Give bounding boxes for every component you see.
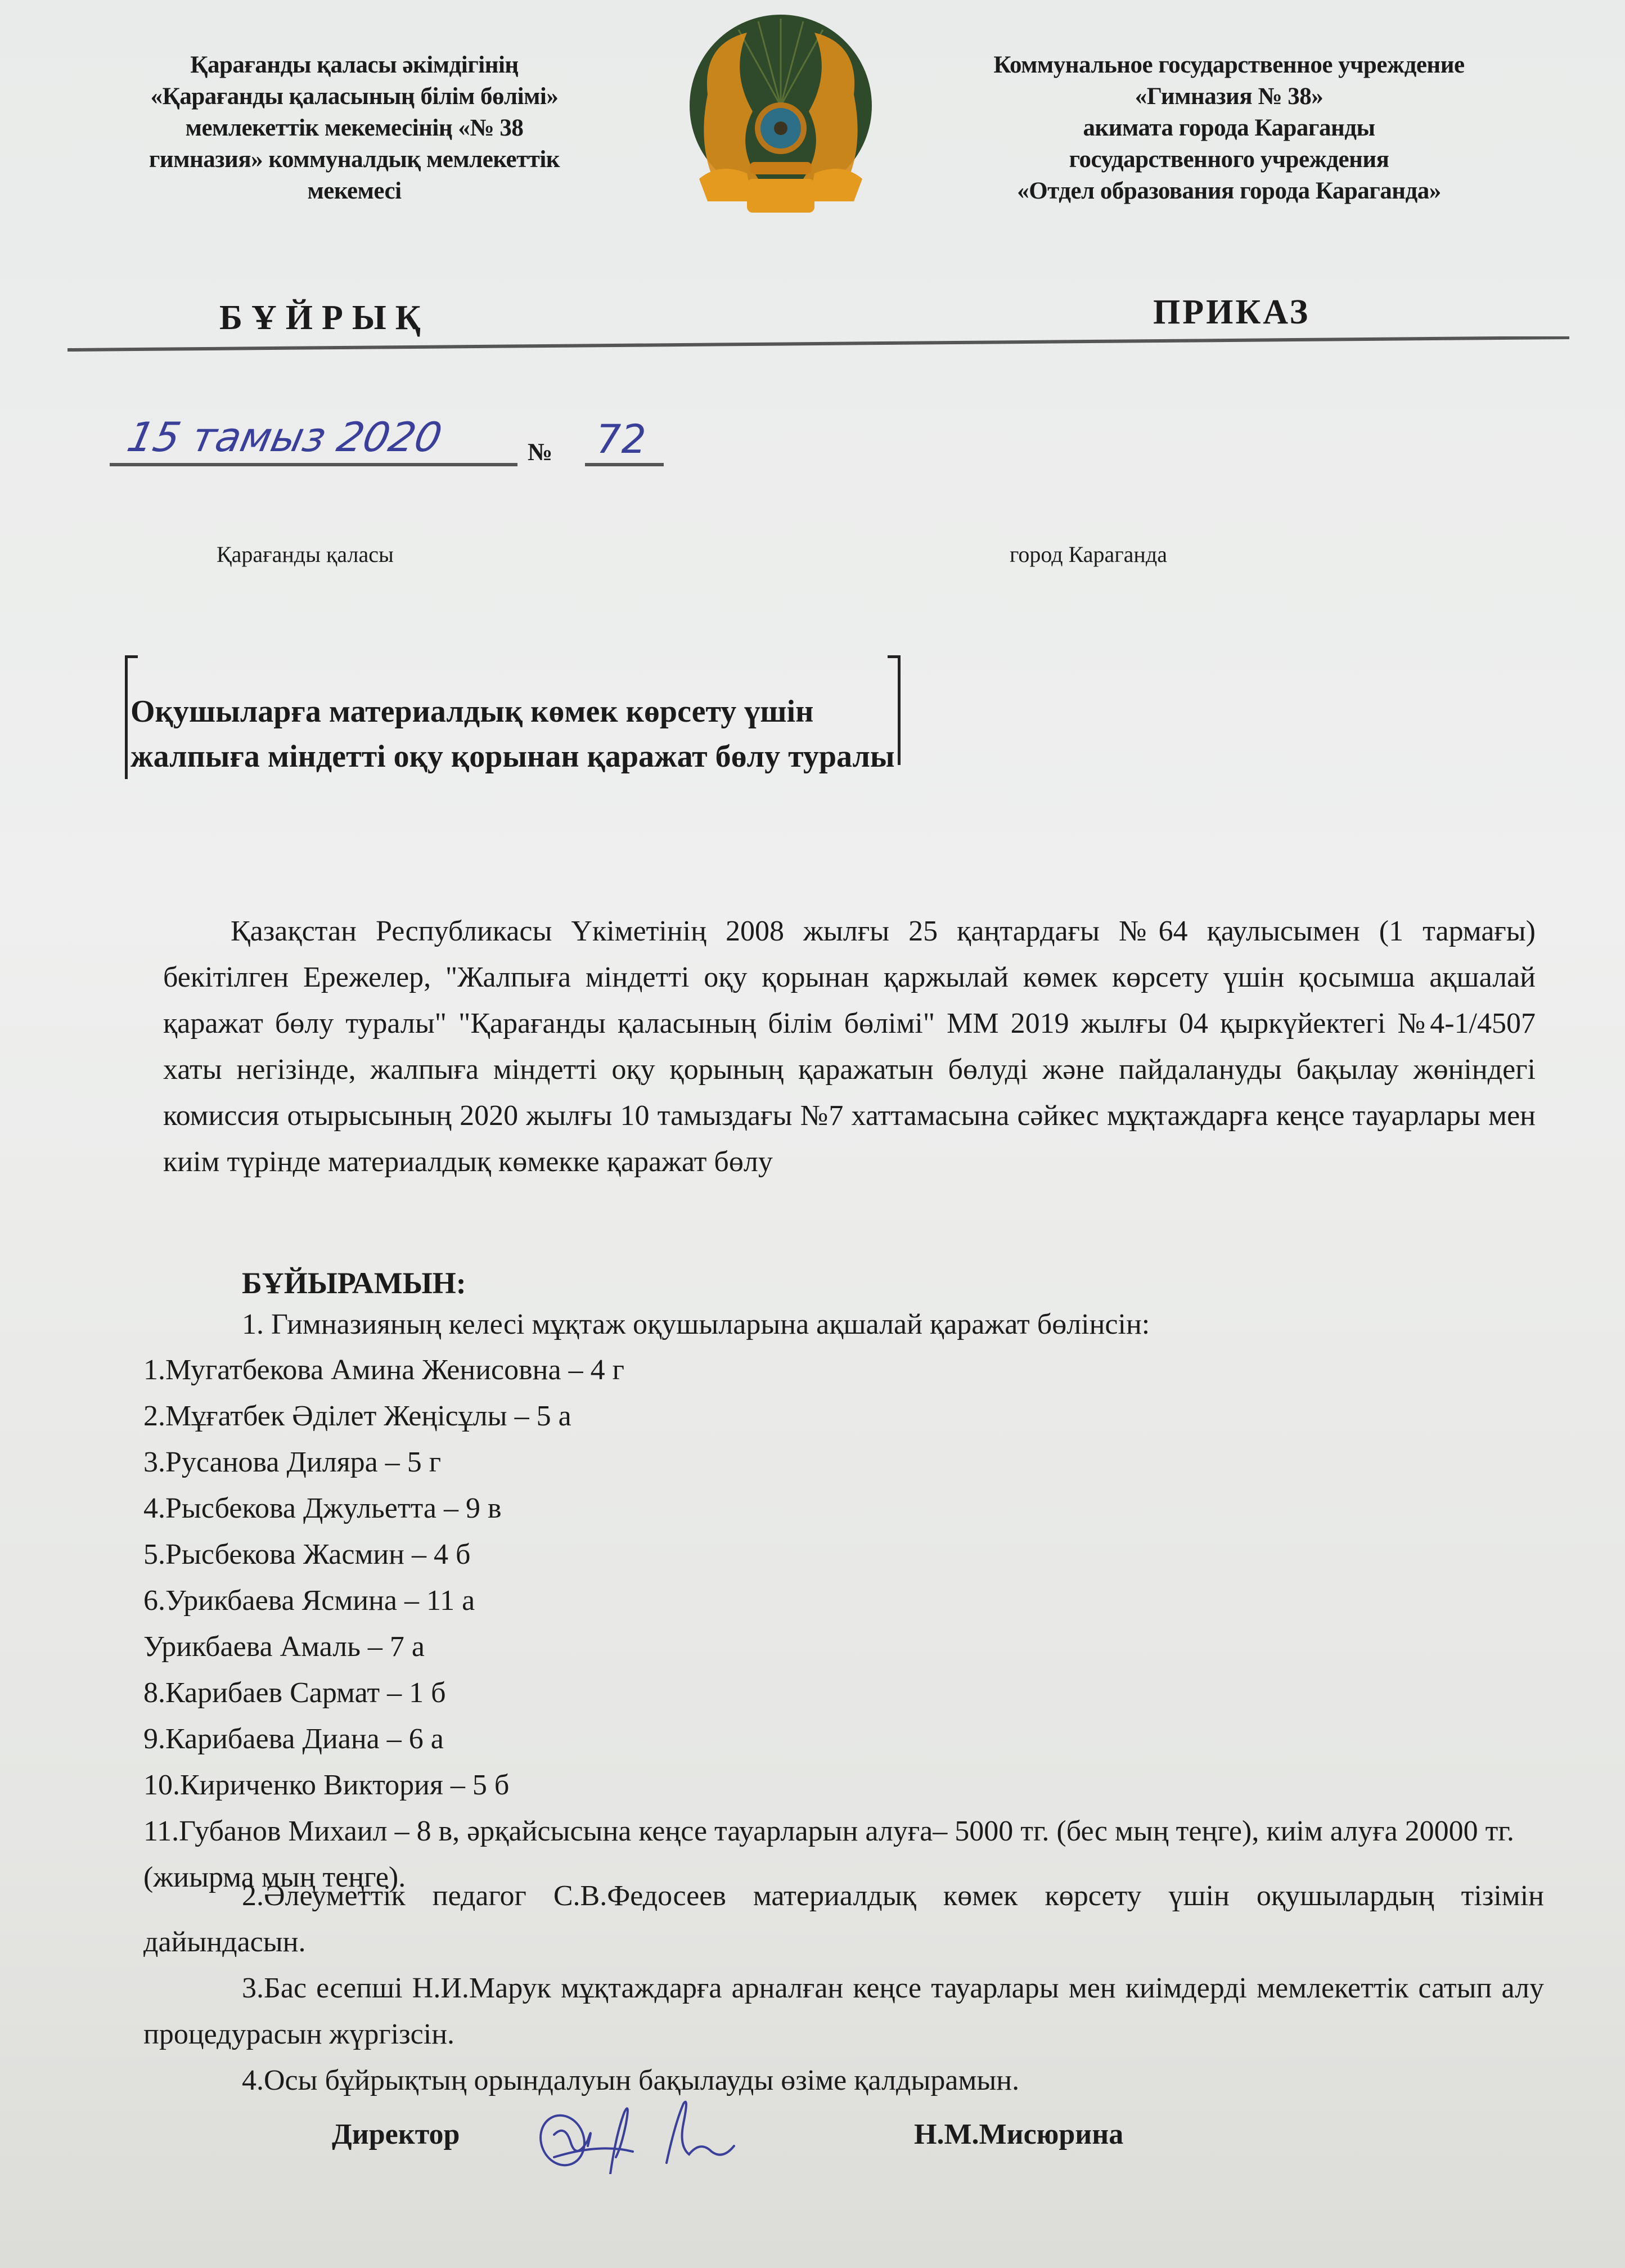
- header-kz-line: гимназия» коммуналдық мемлекеттік: [148, 146, 560, 173]
- list-item: 6.Урикбаева Ясмина – 11 а: [143, 1585, 475, 1617]
- list-item: 4.Рысбекова Джульетта – 9 в: [143, 1492, 502, 1524]
- number-underline: [585, 463, 664, 466]
- order-items: [143, 1873, 1544, 2104]
- header-ru-line: «Отдел образования города Караганда»: [1017, 178, 1441, 204]
- list-item: 10.Кириченко Виктория – 5 б: [143, 1769, 510, 1801]
- order-item-2: 2.Әлеуметтік педагог С.В.Федосеев материалдық көмек көрсету үшін оқушылардың тізімін дайындасын.: [143, 1880, 1544, 1958]
- order-item-3: 3.Бас есепші Н.И.Марук мұқтаждарға арналған кеңсе тауарлары мен киімдерді мемлекеттік сатып алу процедурасын жүргізсін.: [143, 1972, 1544, 2050]
- header-ru: [906, 50, 1552, 207]
- header-kz-line: мекемесі: [307, 178, 402, 204]
- place-kz: Қарағанды қаласы: [217, 542, 394, 567]
- list-item: 5.Рысбекова Жасмин – 4 б: [143, 1538, 471, 1570]
- kazakhstan-state-emblem-icon: [685, 10, 876, 224]
- header-kz-line: Қарағанды қаласы әкімдігінің: [190, 52, 519, 78]
- list-item: Урикбаева Амаль – 7 а: [143, 1631, 425, 1663]
- order-date: 15 тамыз 2020: [123, 413, 447, 461]
- header-kz-line: «Қарағанды қаласының білім бөлімі»: [150, 83, 559, 110]
- director-name: Н.М.Мисюрина: [914, 2118, 1124, 2150]
- list-item: 1.Мугатбекова Амина Женисовна – 4 г: [143, 1354, 624, 1386]
- student-list: [143, 1347, 1550, 1901]
- date-underline: [110, 463, 517, 466]
- order-subject: Оқушыларға материалдық көмек көрсету үшін жалпыға міндетті оқу қорынан қаражат бөлу туралы: [130, 694, 895, 774]
- list-item: 8.Карибаев Сармат – 1 б: [143, 1677, 446, 1709]
- header-kz-line: мемлекеттік мекемесінің «№ 38: [185, 115, 524, 141]
- list-item-with-amounts: 11.Губанов Михаил – 8 в, әрқайсысына кеңсе тауарларын алуға– 5000 тг. (бес мың теңге), киім алуға 20000 тг. (жиырма мың теңге).: [143, 1815, 1514, 1893]
- header-ru-line: «Гимназия № 38»: [1135, 83, 1324, 110]
- title-ru: ПРИКАЗ: [1153, 293, 1311, 331]
- header-ru-line: акимата города Караганды: [1083, 115, 1375, 141]
- list-item: 2.Мұғатбек Әділет Жеңісұлы – 5 а: [143, 1400, 571, 1432]
- order-number: 72: [596, 416, 647, 462]
- header-ru-line: Коммунальное государственное учреждение: [993, 52, 1465, 78]
- header-ru-line: государственного учреждения: [1069, 146, 1389, 173]
- list-item: 3.Русанова Диляра – 5 г: [143, 1446, 442, 1478]
- header-divider: [67, 336, 1569, 353]
- order-heading: БҰЙЫРАМЫН:: [242, 1266, 466, 1300]
- handwritten-signature-icon: [532, 2090, 790, 2174]
- header-kz: [84, 50, 624, 207]
- order-item-4: 4.Осы бұйрықтың орындалуын бақылауды өзіме қалдырамын.: [242, 2064, 1020, 2096]
- item-1-intro: 1. Гимназияның келесі мұқтаж оқушыларына ақшалай қаражат бөлінсін:: [242, 1308, 1150, 1340]
- director-role: Директор: [332, 2118, 460, 2150]
- title-kz: БҰЙРЫҚ: [219, 299, 430, 337]
- preamble: Қазақстан Республикасы Үкіметінің 2008 жылғы 25 қаңтардағы №64 қаулысымен (1 тармағы) бекітілген Ережелер, "Жалпыға міндетті оқу қорынан қаржылай көмек көрсету үшін қосымша ақшалай қаражат бөлу туралы" "Қарағанды қаласының білім бөлімі" ММ 2019 жылғы 04 қыркүйектегі №4-1/4507 хаты негізінде, жалпыға міндетті оқу қорының қаражатын бөлуді және пайдалануды бақылау жөніндегі комиссия отырысының 2020 жылғы 10 тамыздағы №7 хаттамасына сәйкес мұқтаждарға кеңсе тауарлары мен киім түрінде материалдық көмекке қаражат бөлу: [163, 915, 1536, 1178]
- number-sign: №: [528, 438, 553, 466]
- place-ru: город Караганда: [1010, 542, 1167, 567]
- list-item: 9.Карибаева Диана – 6 а: [143, 1723, 444, 1755]
